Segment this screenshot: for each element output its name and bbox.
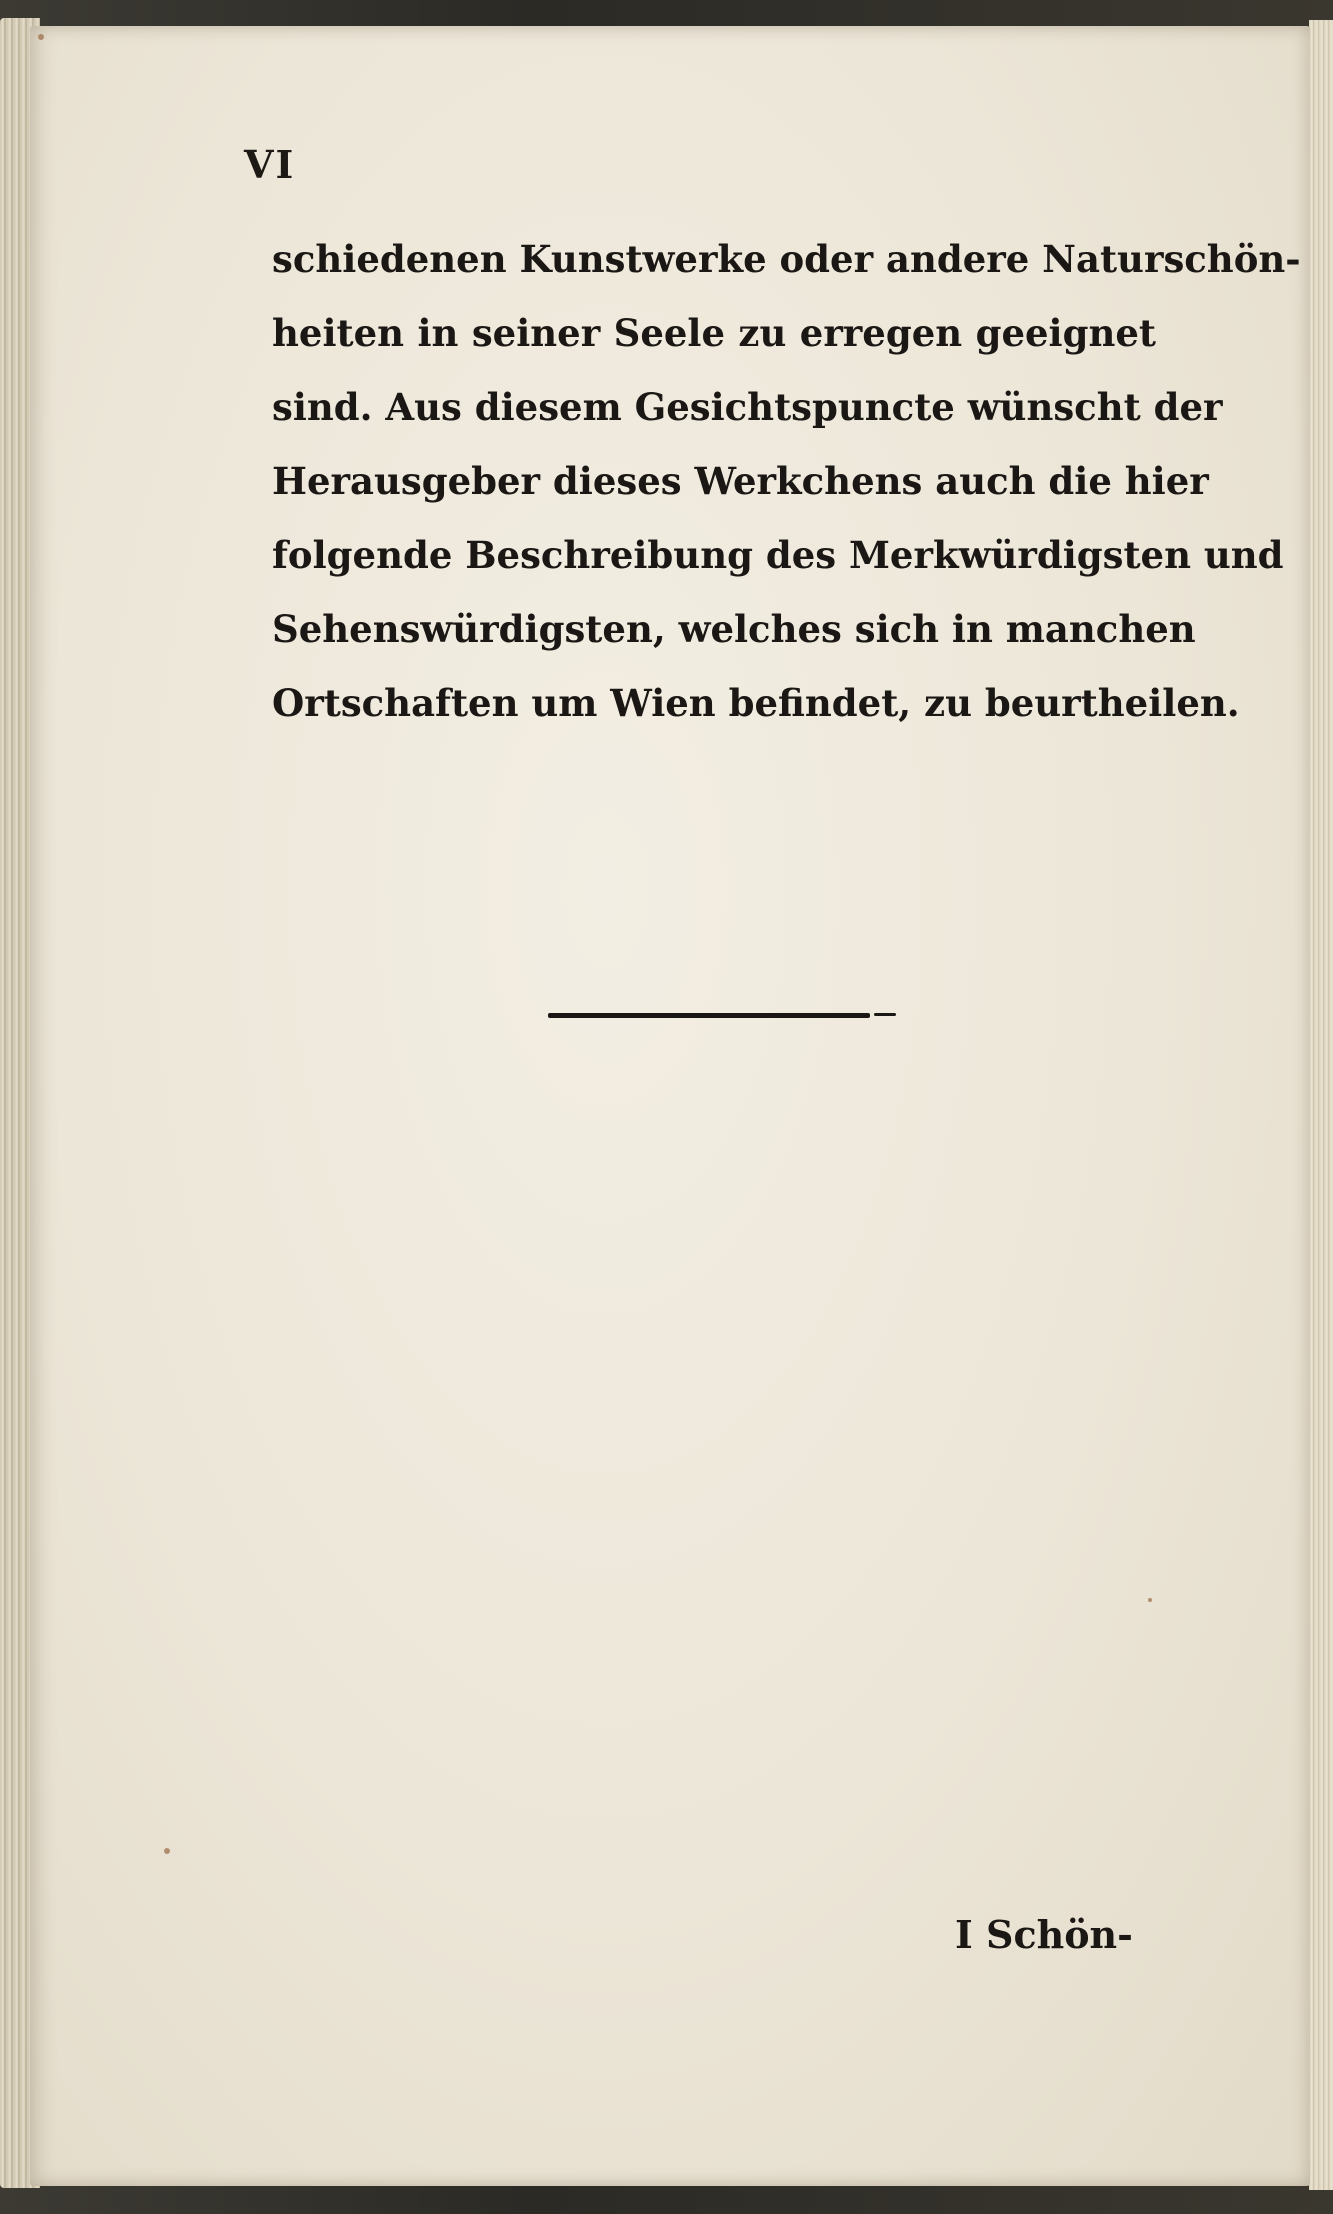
catchword: I Schön- xyxy=(955,1912,1133,1957)
text-line: Herausgeber dieses Werkchens auch die hier xyxy=(272,459,1209,503)
paper-speck xyxy=(164,1848,170,1854)
text-line: schiedenen Kunstwerke oder andere Naturschön- xyxy=(272,237,1301,281)
text-line: heiten in seiner Seele zu erregen geeignet xyxy=(272,311,1156,355)
text-line: folgende Beschreibung des Merkwürdigsten und xyxy=(272,533,1284,577)
page-number: VI xyxy=(244,142,296,187)
paper-speck xyxy=(1148,1598,1152,1602)
section-divider-tail xyxy=(874,1013,896,1016)
right-page-edges xyxy=(1309,20,1333,2190)
body-text xyxy=(272,222,1301,740)
text-line: Sehenswürdigsten, welches sich in manchen xyxy=(272,607,1196,651)
section-divider-rule xyxy=(548,1013,870,1018)
text-line: sind. Aus diesem Gesichtspuncte wünscht der xyxy=(272,385,1223,429)
text-line: Ortschaften um Wien befindet, zu beurtheilen. xyxy=(272,681,1240,725)
paper-speck xyxy=(38,34,44,40)
